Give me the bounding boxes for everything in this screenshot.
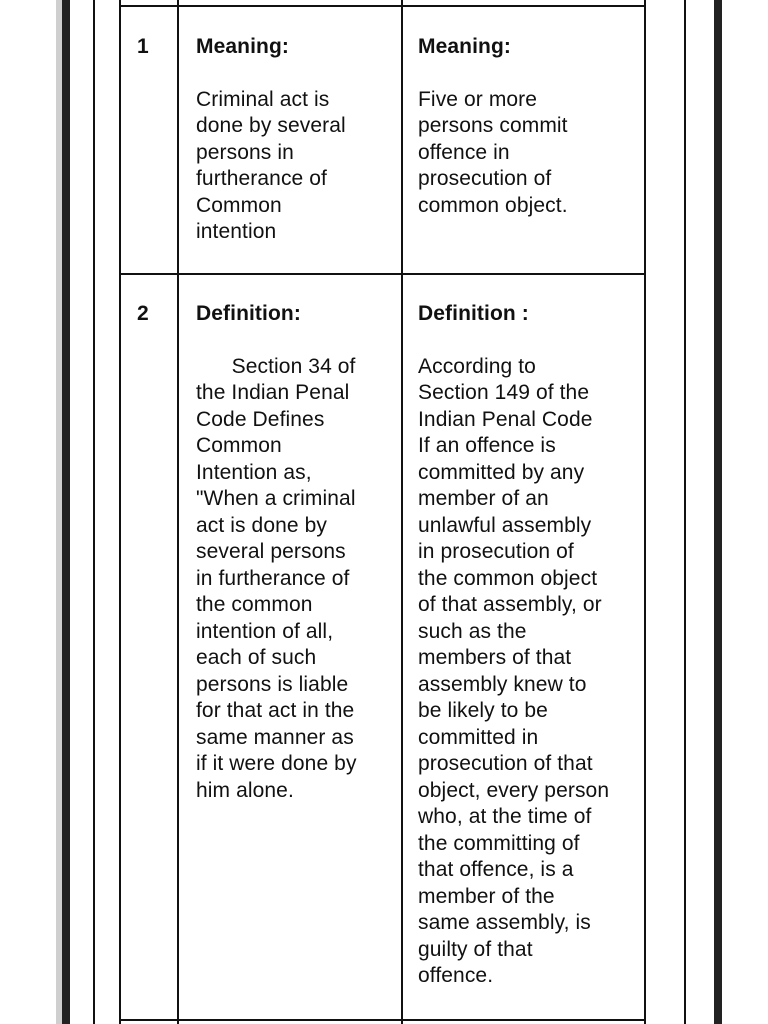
table-border-right	[644, 0, 646, 1024]
left-cell	[196, 34, 396, 246]
table-row-divider-2	[120, 1019, 646, 1021]
page-margin-rule-right	[684, 0, 686, 1024]
row-number: 2	[137, 302, 149, 325]
table-border-left	[119, 0, 121, 1024]
cell-text: Section 34 of the Indian Penal Code Defines Common Intention as, "When a criminal act is done by several persons in furtherance of the common intention of all, each of such persons is liable for that act in the same manner as if it were done by him alone.	[196, 354, 357, 802]
cell-heading: Definition :	[418, 302, 529, 325]
table-column-divider-2	[401, 0, 403, 1024]
cell-text: Criminal act is done by several persons in furtherance of Common intention	[196, 87, 346, 243]
table-row-divider-top	[120, 5, 646, 7]
cell-text: According to Section 149 of the Indian Penal Code If an offence is committed by any member of an unlawful assembly in prosecution of the common object of that assembly, or such as the members of that assembly knew to be likely to be committed in prosecution of that object, every person who, at the time of the committing of that offence, is a member of the same assembly, is guilty of that offence.	[418, 354, 610, 987]
right-cell	[418, 301, 640, 990]
row-number: 1	[137, 35, 149, 58]
left-cell	[196, 301, 396, 804]
cell-text: Five or more persons commit offence in prosecution of common object.	[418, 87, 568, 217]
cell-heading: Definition:	[196, 302, 301, 325]
cell-heading: Meaning:	[418, 35, 511, 58]
table-column-divider-1	[177, 0, 179, 1024]
table-row-divider-1	[120, 273, 646, 275]
page-margin-rule-left	[93, 0, 95, 1024]
right-cell	[418, 34, 640, 219]
cell-heading: Meaning:	[196, 35, 289, 58]
